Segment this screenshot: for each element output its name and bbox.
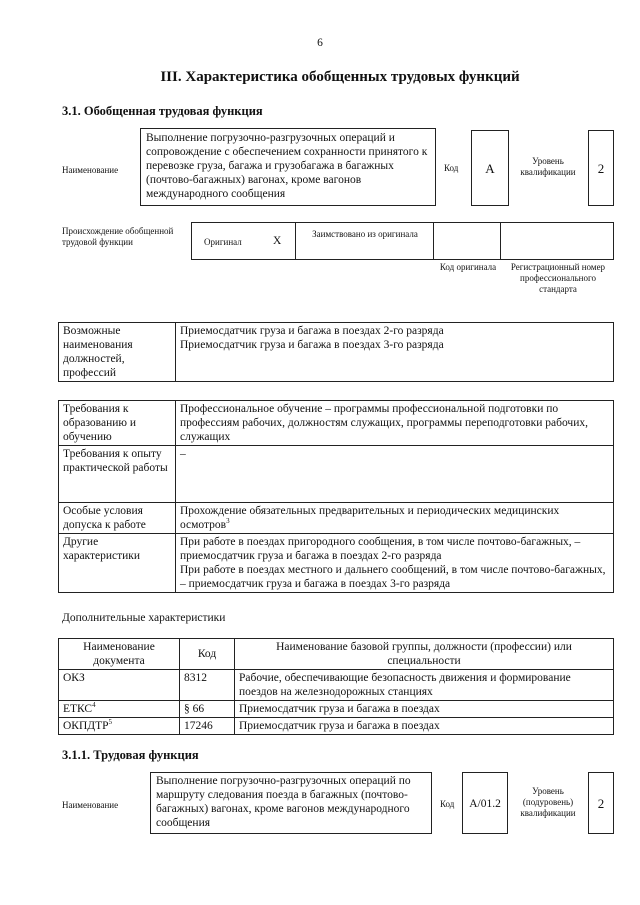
- footnote-ref: 3: [226, 517, 230, 526]
- page-number: 6: [317, 37, 323, 49]
- requirements-table: [58, 400, 614, 593]
- origin-reg-caption: Регистрационный номер профессионального стандарта: [510, 262, 606, 294]
- req-conditions-text: Прохождение обязательных предварительных и периодических медицинских осмотров: [180, 505, 560, 531]
- gtf-level-value: 2: [588, 130, 614, 206]
- req-label-education: Требования к образованию и обучению: [59, 401, 176, 446]
- additional-name: Приемосдатчик груза и багажа в поездах: [235, 701, 614, 718]
- origin-label: Происхождение обобщенной трудовой функции: [62, 226, 174, 247]
- section-title: III. Характеристика обобщенных трудовых функций: [160, 69, 520, 85]
- additional-heading: Дополнительные характеристики: [62, 612, 226, 624]
- origin-original-label: Оригинал: [204, 237, 242, 247]
- table-row: [59, 718, 614, 735]
- gtf-heading: 3.1. Обобщенная трудовая функция: [62, 104, 263, 118]
- req-text-conditions: [176, 503, 614, 534]
- additional-header-name: Наименование базовой группы, должности (профессии) или специальности: [235, 639, 614, 670]
- position-line: Приемосдатчик груза и багажа в поездах 3-го разряда: [180, 339, 444, 351]
- req-label-experience: Требования к опыту практической работы: [59, 446, 176, 503]
- doc-name: ЕТКС: [63, 703, 93, 715]
- positions-label: Возможные наименования должностей, профессий: [59, 323, 176, 382]
- additional-name: Рабочие, обеспечивающие безопасность движения и формирование поездов на железнодорожных станциях: [235, 670, 614, 701]
- tf-level-value: 2: [588, 772, 614, 834]
- additional-header-doc: Наименование документа: [59, 639, 180, 670]
- doc-name: ОКПДТР: [63, 720, 109, 732]
- tf-name-label: Наименование: [62, 800, 119, 810]
- origin-original-mark: Х: [273, 235, 282, 247]
- gtf-name-label: Наименование: [62, 165, 119, 175]
- tf-level-label: Уровень (подуровень) квалификации: [520, 786, 576, 818]
- tf-code-value: A/01.2: [462, 772, 508, 834]
- gtf-name-box: Выполнение погрузочно-разгрузочных операций и сопровождение с обеспечением сохранности принятого к перевозке груза, багажа и грузобагажа в багажных (почтово-багажных) вагонах, кроме вагонов международного сообщения: [140, 128, 436, 206]
- table-row: [59, 670, 614, 701]
- tf-name-box: Выполнение погрузочно-разгрузочных операций по маршруту следования поезда в багажных (почтово-багажных) вагонах, кроме вагонов международного сообщения: [150, 772, 432, 834]
- additional-table: [58, 638, 614, 735]
- tf-code-label: Код: [440, 799, 455, 809]
- position-line: Приемосдатчик груза и багажа в поездах 2-го разряда: [180, 325, 444, 337]
- table-row: [59, 701, 614, 718]
- additional-code: 8312: [180, 670, 235, 701]
- req-label-other: Другие характеристики: [59, 534, 176, 593]
- additional-doc: [59, 701, 180, 718]
- additional-code: § 66: [180, 701, 235, 718]
- gtf-code-value: А: [471, 130, 509, 206]
- gtf-code-label: Код: [444, 163, 459, 173]
- footnote-ref: 5: [108, 718, 113, 727]
- gtf-level-label: Уровень квалификации: [520, 156, 576, 177]
- req-label-conditions: Особые условия допуска к работе: [59, 503, 176, 534]
- positions-cell: [176, 323, 614, 382]
- footnote-ref: 4: [92, 701, 96, 710]
- additional-name: Приемосдатчик груза и багажа в поездах: [235, 718, 614, 735]
- origin-divider: [500, 223, 501, 259]
- req-text-education: Профессиональное обучение – программы профессиональной подготовки по профессиям рабочих, должностям служащих, программы переподготовки рабочих, служащих: [176, 401, 614, 446]
- tf-heading: 3.1.1. Трудовая функция: [62, 748, 199, 762]
- doc-name: ОКЗ: [63, 672, 85, 684]
- origin-box: [191, 222, 614, 260]
- additional-code: 17246: [180, 718, 235, 735]
- req-other-line: При работе в поездах пригородного сообщения, в том числе почтово-багажных, – приемосдатчик груза и багажа в поездах 2-го разряда: [180, 536, 581, 562]
- origin-divider: [295, 223, 296, 259]
- origin-divider: [433, 223, 434, 259]
- req-other-line: При работе в поездах местного и дальнего сообщений, в том числе почтово-багажных, – приемосдатчик груза и багажа в поездах 3-го разряда: [180, 564, 606, 590]
- req-text-experience: –: [176, 446, 614, 503]
- origin-borrowed-label: Заимствовано из оригинала: [312, 229, 418, 239]
- positions-table: [58, 322, 614, 382]
- additional-doc: [59, 670, 180, 701]
- req-text-other: [176, 534, 614, 593]
- additional-doc: [59, 718, 180, 735]
- origin-code-caption: Код оригинала: [439, 262, 497, 272]
- additional-header-code: Код: [180, 639, 235, 670]
